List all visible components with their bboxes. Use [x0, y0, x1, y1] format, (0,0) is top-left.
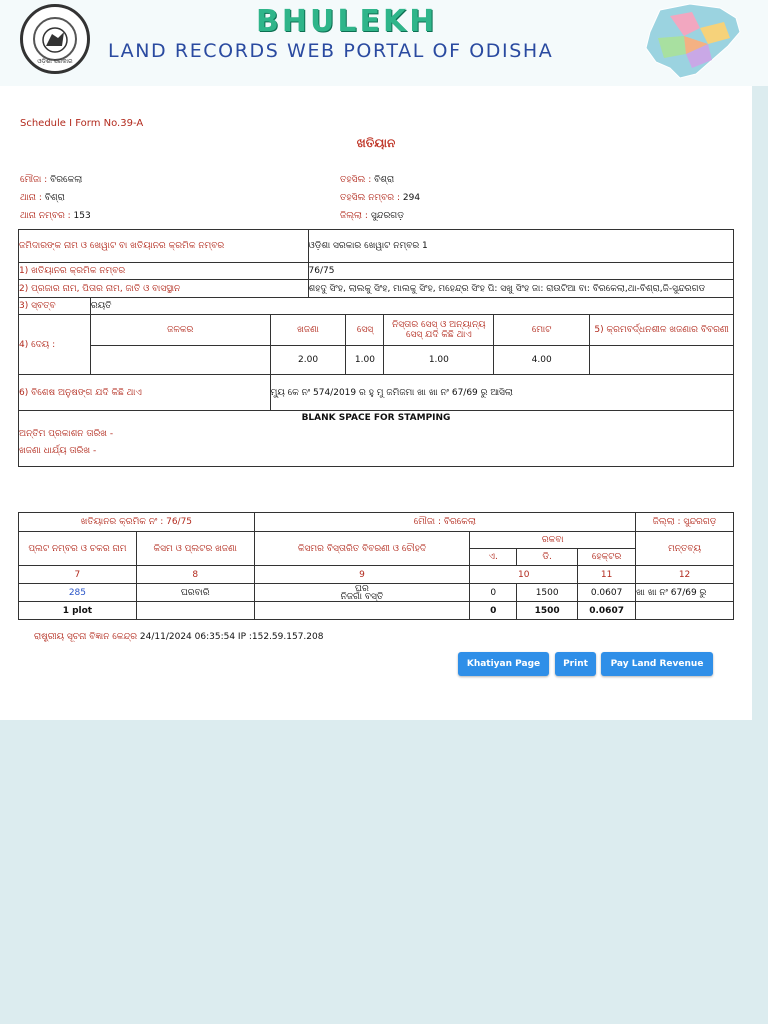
footer-timestamp: 24/11/2024 06:35:54 IP :152.59.157.208 — [139, 632, 324, 642]
emblem-text: ଓଡ଼ିଶା ସରକାର — [37, 58, 73, 65]
plot-total-hectare: 0.0607 — [578, 602, 636, 620]
konark-wheel-icon — [38, 24, 72, 54]
mouza-label: ମୌଜା : — [20, 175, 48, 185]
special-label: 6) ବିଶେଷ ଅନୁଷଙ୍ଗ ଯଦି କିଛି ଥାଏ — [19, 375, 271, 411]
portal-title: LAND RECORDS WEB PORTAL OF ODISHA — [108, 40, 554, 62]
tahasil-value: ବିଶ୍ରା — [374, 175, 395, 185]
table-row — [19, 315, 734, 346]
plot-table — [18, 512, 734, 620]
khatiyan-page-button[interactable]: Khatiyan Page — [458, 652, 549, 676]
brand-logo: BHULEKH — [256, 4, 438, 39]
table-row — [19, 346, 734, 375]
plot-acre: 0 — [470, 584, 517, 602]
district-field — [340, 211, 404, 221]
district-label: ଜିଲ୍ଲା : — [340, 211, 368, 221]
table-row — [19, 375, 734, 411]
thana-no-value: 153 — [73, 211, 91, 221]
dues-header-khajana: ଖଜଣା — [270, 315, 346, 346]
rent-fixation-label: ଖଜଣା ଧାର୍ଯ୍ୟ ତାରିଖ - — [19, 446, 97, 456]
thana-no-label: ଥାନା ନମ୍ବର : — [20, 211, 71, 221]
col-header-hectare: ହେକ୍ଟର — [578, 549, 636, 566]
table-row — [19, 263, 734, 280]
col-header-area: ରକବା — [470, 532, 636, 549]
table-row — [19, 298, 734, 315]
table-row — [19, 230, 734, 263]
document-title: ଖତିୟାନ — [356, 136, 396, 150]
odisha-emblem — [20, 4, 90, 74]
serial-value: 76/75 — [308, 263, 733, 280]
thana-field — [20, 193, 65, 203]
col-header-remarks: ମନ୍ତବ୍ୟ — [636, 532, 734, 566]
tahasil-field — [340, 175, 394, 185]
plot-details-line-2: ନିଜଗାଁ ବସ୍ତି — [340, 591, 384, 602]
col-number-11: 11 — [578, 566, 636, 584]
zamindar-label: ଜମିଦାରଙ୍କ ନାମ ଓ ଖେୱାଟ ବା ଖତିୟାନର କ୍ରମିକ ନମ୍ବର — [19, 230, 309, 263]
col-number-9: 9 — [254, 566, 470, 584]
dues-header-jalakar: ଜଳକର — [90, 315, 270, 346]
pay-land-revenue-button[interactable]: Pay Land Revenue — [601, 652, 713, 676]
table-row — [19, 602, 734, 620]
tahasil-label: ତହସିଲ : — [340, 175, 372, 185]
table-row — [19, 411, 734, 467]
dues-khajana-value: 2.00 — [270, 346, 346, 375]
dues-progressive-value — [590, 346, 734, 375]
plot-number-link[interactable]: 285 — [19, 584, 137, 602]
plot-remarks: ଖା ଖା ନଂ 67/69 ରୁ — [636, 584, 734, 602]
table-row — [19, 513, 734, 532]
footer-note — [34, 632, 323, 642]
tenant-value: ଶହଦୁ ସିଂହ, ଲାଲକୁ ସିଂହ, ମାଲକୁ ସିଂହ, ମହେନ୍ଦ୍ର ସିଂହ ପି: ସଖୁ ସିଂହ ଜା: ରାଉଟିଆ ବା: ବିରକେଲା,ଥା-ବିଶ୍ରା,ଜି-ସୁନ୍ଦରଗଡ — [308, 280, 733, 298]
header-banner — [0, 0, 768, 86]
dues-label: 4) ଦେୟ : — [19, 315, 91, 375]
plot-total-acre: 0 — [470, 602, 517, 620]
khatiyan-table — [18, 229, 734, 467]
col-header-plot: ପ୍ଲଟ ନମ୍ବର ଓ ଚକର ନାମ — [19, 532, 137, 566]
dues-header-progressive-rent: 5) କ୍ରମବର୍ଦ୍ଧନଶୀଳ ଖଜଣାର ବିବରଣୀ — [590, 315, 734, 346]
col-number-10: 10 — [470, 566, 578, 584]
table-row — [19, 280, 734, 298]
stamping-cell — [19, 411, 734, 467]
final-publication-label: ଅନ୍ତିମ ପ୍ରକାଶନ ତାରିଖ - — [19, 429, 114, 439]
plot-details-line-1: ଘର — [355, 583, 369, 594]
plot-total-empty — [636, 602, 734, 620]
plot-total-label: 1 plot — [19, 602, 137, 620]
right-label: 3) ସ୍ବତ୍ବ — [19, 298, 91, 315]
dues-header-cess: ସେସ୍ — [346, 315, 384, 346]
plot-total-empty — [254, 602, 470, 620]
tenant-label: 2) ପ୍ରଜାର ନାମ, ପିତାର ନାମ, ଜାତି ଓ ବାସସ୍ଥାନ — [19, 280, 309, 298]
dues-cess-value: 1.00 — [346, 346, 384, 375]
table-row — [19, 532, 734, 549]
stamp-space-label: BLANK SPACE FOR STAMPING — [301, 413, 451, 423]
table-row — [19, 566, 734, 584]
odisha-map-icon — [640, 2, 746, 82]
dues-header-other-cess: ନିସ୍ତାର ସେସ୍ ଓ ଅନ୍ୟାନ୍ୟ ସେସ୍ ଯଦି କିଛି ଥାଏ — [384, 315, 494, 346]
special-value: ମ୍ୟୁ କେ ନଂ 574/2019 ର ହୁ ମୁ ଜମିଜମା ଖା ଖା ନଂ 67/69 ରୁ ଆସିଲା — [270, 375, 733, 411]
col-header-details: କିସମର ବିସ୍ତାରିତ ବିବରଣୀ ଓ ଚୌହଦି — [254, 532, 470, 566]
dues-total-value: 4.00 — [494, 346, 590, 375]
col-header-acre: ଏ. — [470, 549, 517, 566]
thana-no-field — [20, 211, 91, 221]
tahasil-no-field — [340, 193, 420, 203]
serial-label: 1) ଖତିୟାନର କ୍ରମିକ ନମ୍ବର — [19, 263, 309, 280]
plot-district-label: ଜିଲ୍ଲା : ସୁନ୍ଦରଗଡ଼ — [636, 513, 734, 532]
plot-mouza-label: ମୌଜା : ବିରକେଲା — [254, 513, 635, 532]
plot-decimal: 1500 — [517, 584, 578, 602]
dues-other-cess-value: 1.00 — [384, 346, 494, 375]
plot-total-decimal: 1500 — [517, 602, 578, 620]
zamindar-value: ଓଡ଼ିଶା ସରକାର ଖେୱାଟ ନମ୍ବର 1 — [308, 230, 733, 263]
plot-hectare: 0.0607 — [578, 584, 636, 602]
district-value: ସୁନ୍ଦରଗଡ଼ — [370, 211, 404, 221]
col-header-decimal: ଡି. — [517, 549, 578, 566]
col-header-kism: କିସମ ଓ ପ୍ଲଟର ଖଜଣା — [136, 532, 254, 566]
mouza-field — [20, 175, 82, 185]
tahasil-no-label: ତହସିଲ ନମ୍ବର : — [340, 193, 401, 203]
thana-label: ଥାନା : — [20, 193, 42, 203]
dues-jalakar-value — [90, 346, 270, 375]
col-number-8: 8 — [136, 566, 254, 584]
plot-total-empty — [136, 602, 254, 620]
table-row — [19, 584, 734, 602]
tahasil-no-value: 294 — [402, 193, 421, 203]
right-value: ରୟତି — [90, 298, 733, 315]
col-number-7: 7 — [19, 566, 137, 584]
plot-details — [254, 584, 470, 602]
plot-serial-label: ଖତିୟାନର କ୍ରମିକ ନଂ : 76/75 — [19, 513, 255, 532]
print-button[interactable]: Print — [555, 652, 596, 676]
thana-value: ବିଶ୍ରା — [44, 193, 65, 203]
plot-kism: ଘରବାରି — [136, 584, 254, 602]
col-number-12: 12 — [636, 566, 734, 584]
form-number: Schedule I Form No.39-A — [20, 118, 144, 129]
dues-header-total: ମୋଟ — [494, 315, 590, 346]
nic-label: ରାଷ୍ଟ୍ରୀୟ ସୂଚନା ବିଜ୍ଞାନ କେନ୍ଦ୍ର — [34, 632, 138, 642]
mouza-value: ବିରକେଲା — [50, 175, 83, 185]
